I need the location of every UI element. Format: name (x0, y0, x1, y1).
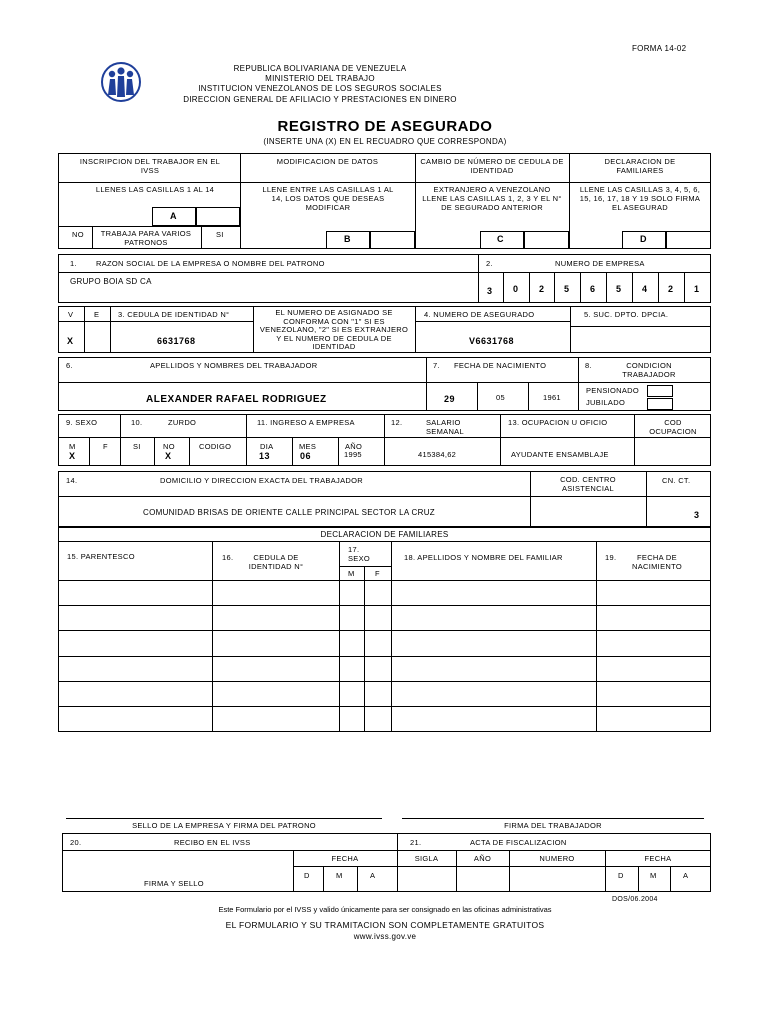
employer-digit-7: 4 (642, 284, 648, 294)
col-17-f-label: F (375, 569, 380, 578)
header-line-1: REPUBLICA BOLIVARIANA DE VENEZUELA (233, 64, 407, 73)
family-row[interactable] (58, 706, 711, 732)
employer-digit-1: 3 (487, 286, 493, 296)
col-15-label: 15. PARENTESCO (67, 552, 135, 561)
field-12-label: SALARIO SEMANAL (426, 418, 464, 436)
employer-digit-5: 6 (590, 284, 596, 294)
header-line-3: INSTITUCION VENEZOLANOS DE LOS SEGUROS SOCIALES (198, 84, 442, 93)
field-11-label: 11. INGRESO A EMPRESA (257, 418, 355, 427)
option-d-title: DECLARACION DE FAMILIARES (604, 157, 676, 175)
acta-a-label: A (683, 871, 689, 880)
field-1-number: 1. (70, 259, 77, 268)
birth-year-value[interactable]: 1961 (543, 393, 561, 402)
acta-numero-label: NUMERO (539, 854, 575, 863)
field-2-label: NUMERO DE EMPRESA (555, 259, 645, 268)
field-13-label: 13. OCUPACION U OFICIO (508, 418, 608, 427)
family-title: DECLARACION DE FAMILIARES (320, 530, 449, 539)
field-8-number: 8. (585, 361, 592, 370)
cn-ct-label: CN. CT. (662, 476, 691, 485)
insured-number-value[interactable]: V6631768 (469, 336, 515, 346)
field-14-label: DOMICILIO Y DIRECCION EXACTA DEL TRABAJADOR (160, 476, 363, 485)
option-a-title: INSCRIPCION DEL TRABAJOR EN EL IVSS (79, 157, 221, 175)
cedula-value[interactable]: 6631768 (157, 336, 196, 346)
acta-m-label: M (650, 871, 657, 880)
cod-centro-label: COD. CENTRO ASISTENCIAL (560, 475, 616, 493)
family-row[interactable] (58, 580, 711, 606)
option-b-title: MODIFICACION DE DATOS (276, 157, 379, 166)
option-b-desc: LLENE ENTRE LAS CASILLAS 1 AL 14, LOS DATOS QUE DESEAS MODIFICAR (262, 185, 394, 212)
ingreso-mes-label: MES (299, 442, 317, 451)
form-number: FORMA 14-02 (632, 44, 687, 53)
zurdo-si-label: SI (133, 442, 141, 451)
field-10-label: ZURDO (168, 418, 197, 427)
acta-anio-label: AÑO (473, 854, 492, 863)
assigned-number-note: EL NUMERO DE ASIGNADO SE CONFORMA CON "1" SI ES VENEZOLANO, "2" SI ES EXTRANJERO Y EL NUMERO DE CEDULA DE IDENTIDAD (259, 308, 409, 351)
option-d-letter: D (640, 234, 647, 244)
occupation-value[interactable]: AYUDANTE ENSAMBLAJE (511, 450, 609, 459)
option-c-desc: EXTRANJERO A VENEZOLANO LLENE LAS CASILLAS 1, 2, 3 Y EL N° DE SEGURADO ANTERIOR (422, 185, 562, 212)
receipt-d-label: D (304, 871, 310, 880)
option-a-box-blank[interactable] (196, 207, 240, 226)
option-c-letter: C (497, 234, 504, 244)
nationality-v-mark[interactable]: X (67, 336, 74, 346)
option-b-letter: B (344, 234, 351, 244)
field-6-number: 6. (66, 361, 73, 370)
nationality-v-label: V (68, 310, 74, 319)
worker-signature-line[interactable] (402, 818, 704, 819)
pensionado-label: PENSIONADO (586, 386, 640, 395)
family-row[interactable] (58, 630, 711, 657)
field-6-label: APELLIDOS Y NOMBRES DEL TRABAJADOR (150, 361, 318, 370)
col-17-m-label: M (348, 569, 355, 578)
jubilado-label: JUBILADO (586, 398, 626, 407)
field-21-number: 21. (410, 838, 422, 847)
zurdo-no-label: NO (163, 442, 175, 451)
field-2-number: 2. (486, 259, 493, 268)
patrono-signature-line[interactable] (66, 818, 382, 819)
family-row[interactable] (58, 605, 711, 631)
acta-sigla-label: SIGLA (414, 854, 439, 863)
col-19-number: 19. (605, 553, 617, 562)
sex-value[interactable]: X (69, 451, 76, 461)
ingreso-anio-label: AÑO (345, 442, 363, 451)
option-d-box-blank[interactable] (666, 231, 711, 249)
worker-name-field[interactable]: ALEXANDER RAFAEL RODRIGUEZ (146, 394, 327, 405)
employer-name-field[interactable]: GRUPO BOIA SD CA (70, 277, 152, 286)
col-19-label: FECHA DE NACIMIENTO (632, 553, 682, 571)
family-row[interactable] (58, 681, 711, 707)
employer-digit-4: 5 (564, 284, 570, 294)
col-18-label: 18. APELLIDOS Y NOMBRE DEL FAMILIAR (404, 553, 563, 562)
header-line-4: DIRECCION GENERAL DE AFILIACIO Y PRESTACIONES EN DINERO (183, 95, 457, 104)
cn-ct-value[interactable]: 3 (694, 510, 700, 520)
sex-m-label: M (69, 442, 76, 451)
field-4-label: 4. NUMERO DE ASEGURADO (424, 310, 535, 319)
patrono-signature-label: SELLO DE LA EMPRESA Y FIRMA DEL PATRONO (132, 821, 316, 830)
varios-patronos-label: TRABAJA PARA VARIOS PATRONOS (100, 229, 192, 247)
ivss-logo (101, 62, 141, 102)
option-c-title: CAMBIO DE NÚMERO DE CEDULA DE IDENTIDAD (420, 157, 564, 175)
varios-no-label: NO (72, 230, 84, 239)
varios-si-label: SI (216, 230, 224, 239)
ingreso-dia-label: DIA (260, 442, 274, 451)
field-20-number: 20. (70, 838, 82, 847)
field-7-number: 7. (433, 361, 440, 370)
codigo-label: CODIGO (199, 442, 232, 451)
field-8-label: CONDICION TRABAJADOR (622, 361, 676, 379)
col-17-label: 17. SEXO (348, 545, 371, 563)
ingreso-month-value[interactable]: 06 (300, 451, 312, 461)
cod-ocupacion-label: COD OCUPACION (649, 418, 697, 436)
footer-free-notice: EL FORMULARIO Y SU TRAMITACION SON COMPLETAMENTE GRATUITOS (225, 920, 545, 930)
nationality-e-label: E (94, 310, 100, 319)
field-21-label: ACTA DE FISCALIZACION (470, 838, 567, 847)
footer-url[interactable]: www.ivss.gov.ve (353, 932, 417, 941)
birth-day-value[interactable]: 29 (444, 394, 456, 404)
sex-f-label: F (103, 442, 108, 451)
receipt-a-label: A (370, 871, 376, 880)
jubilado-checkbox[interactable] (647, 398, 673, 410)
field-3-label: 3. CEDULA DE IDENTIDAD N° (118, 310, 230, 319)
employer-digit-2: 0 (513, 284, 519, 294)
field-10-number: 10. (131, 418, 143, 427)
acta-fecha-label: FECHA (644, 854, 672, 863)
birth-month-value[interactable]: 05 (496, 393, 505, 402)
field-14-number: 14. (66, 476, 78, 485)
field-1-label: RAZON SOCIAL DE LA EMPRESA O NOMBRE DEL PATRONO (96, 259, 325, 268)
employer-digit-9: 1 (694, 284, 700, 294)
field-5-label: 5. SUC. DPTO. DPCIA. (584, 310, 669, 319)
option-c-box-blank[interactable] (524, 231, 569, 249)
family-row[interactable] (58, 656, 711, 682)
version-code: DOS/06.2004 (612, 896, 658, 903)
receipt-fecha-label: FECHA (331, 854, 359, 863)
address-field[interactable]: COMUNIDAD BRISAS DE ORIENTE CALLE PRINCIPAL SECTOR LA CRUZ (143, 508, 435, 517)
acta-d-label: D (618, 871, 624, 880)
salary-value[interactable]: 415384,62 (418, 450, 457, 459)
form-subtitle: (INSERTE UNA (X) EN EL RECUADRO QUE CORRESPONDA) (263, 137, 507, 146)
employer-digit-6: 5 (616, 284, 622, 294)
worker-signature-label: FIRMA DEL TRABAJADOR (504, 821, 602, 830)
option-b-box-blank[interactable] (370, 231, 415, 249)
ingreso-year-value[interactable]: 1995 (344, 450, 362, 459)
field-9-label: 9. SEXO (66, 418, 98, 427)
employer-digit-8: 2 (668, 284, 674, 294)
col-16-number: 16. (222, 553, 234, 562)
option-a-letter: A (170, 211, 177, 221)
zurdo-value[interactable]: X (165, 451, 172, 461)
ingreso-day-value[interactable]: 13 (259, 451, 271, 461)
col-16-label: CEDULA DE IDENTIDAD N° (248, 553, 304, 571)
pensionado-checkbox[interactable] (647, 385, 673, 397)
field-7-label: FECHA DE NACIMIENTO (454, 361, 547, 370)
employer-digit-3: 2 (539, 284, 545, 294)
header-line-2: MINISTERIO DEL TRABAJO (265, 74, 375, 83)
option-a-desc: LLENES LAS CASILLAS 1 AL 14 (95, 185, 215, 194)
field-20-label: RECIBO EN EL IVSS (174, 838, 251, 847)
footer-note: Este Formulario por el IVSS y valido únicamente para ser consignado en las oficinas administrativas (218, 905, 552, 914)
receipt-m-label: M (336, 871, 343, 880)
field-12-number: 12. (391, 418, 403, 427)
firma-sello-label: FIRMA Y SELLO (144, 879, 204, 888)
option-d-desc: LLENE LAS CASILLAS 3, 4, 5, 6, 15, 16, 17, 18 Y 19 SOLO FIRMA EL ASEGURAD (579, 185, 701, 212)
form-title: REGISTRO DE ASEGURADO (277, 118, 493, 135)
